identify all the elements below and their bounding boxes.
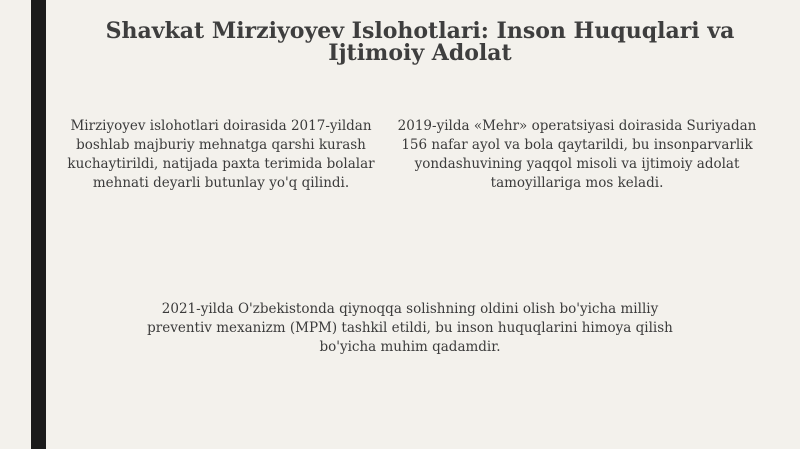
left-accent-bar xyxy=(31,0,46,449)
paragraph-npm: 2021-yilda O'zbekistonda qiynoqqa solishning oldini olish bo'yicha milliy preventiv mexanizm (MPM) tashkil etildi, bu inson huquqlarini himoya qilish bo'yicha muhim qadamdir. xyxy=(147,301,673,355)
paragraph-forced-labor: Mirziyoyev islohotlari doirasida 2017-yildan boshlab majburiy mehnatga qarshi kurash kuchaytirildi, natijada paxta terimida bolalar mehnati deyarli butunlay yo'q qilindi. xyxy=(67,118,375,191)
paragraph-mehr-operation: 2019-yilda «Mehr» operatsiyasi doirasida Suriyadan 156 nafar ayol va bola qaytarildi, bu insonparvarlik yondashuvining yaqqol misoli va ijtimoiy adolat tamoyillariga mos keladi. xyxy=(397,118,757,191)
slide-title: Shavkat Mirziyoyev Islohotlari: Inson Huquqlari va Ijtimoiy Adolat xyxy=(105,18,735,66)
